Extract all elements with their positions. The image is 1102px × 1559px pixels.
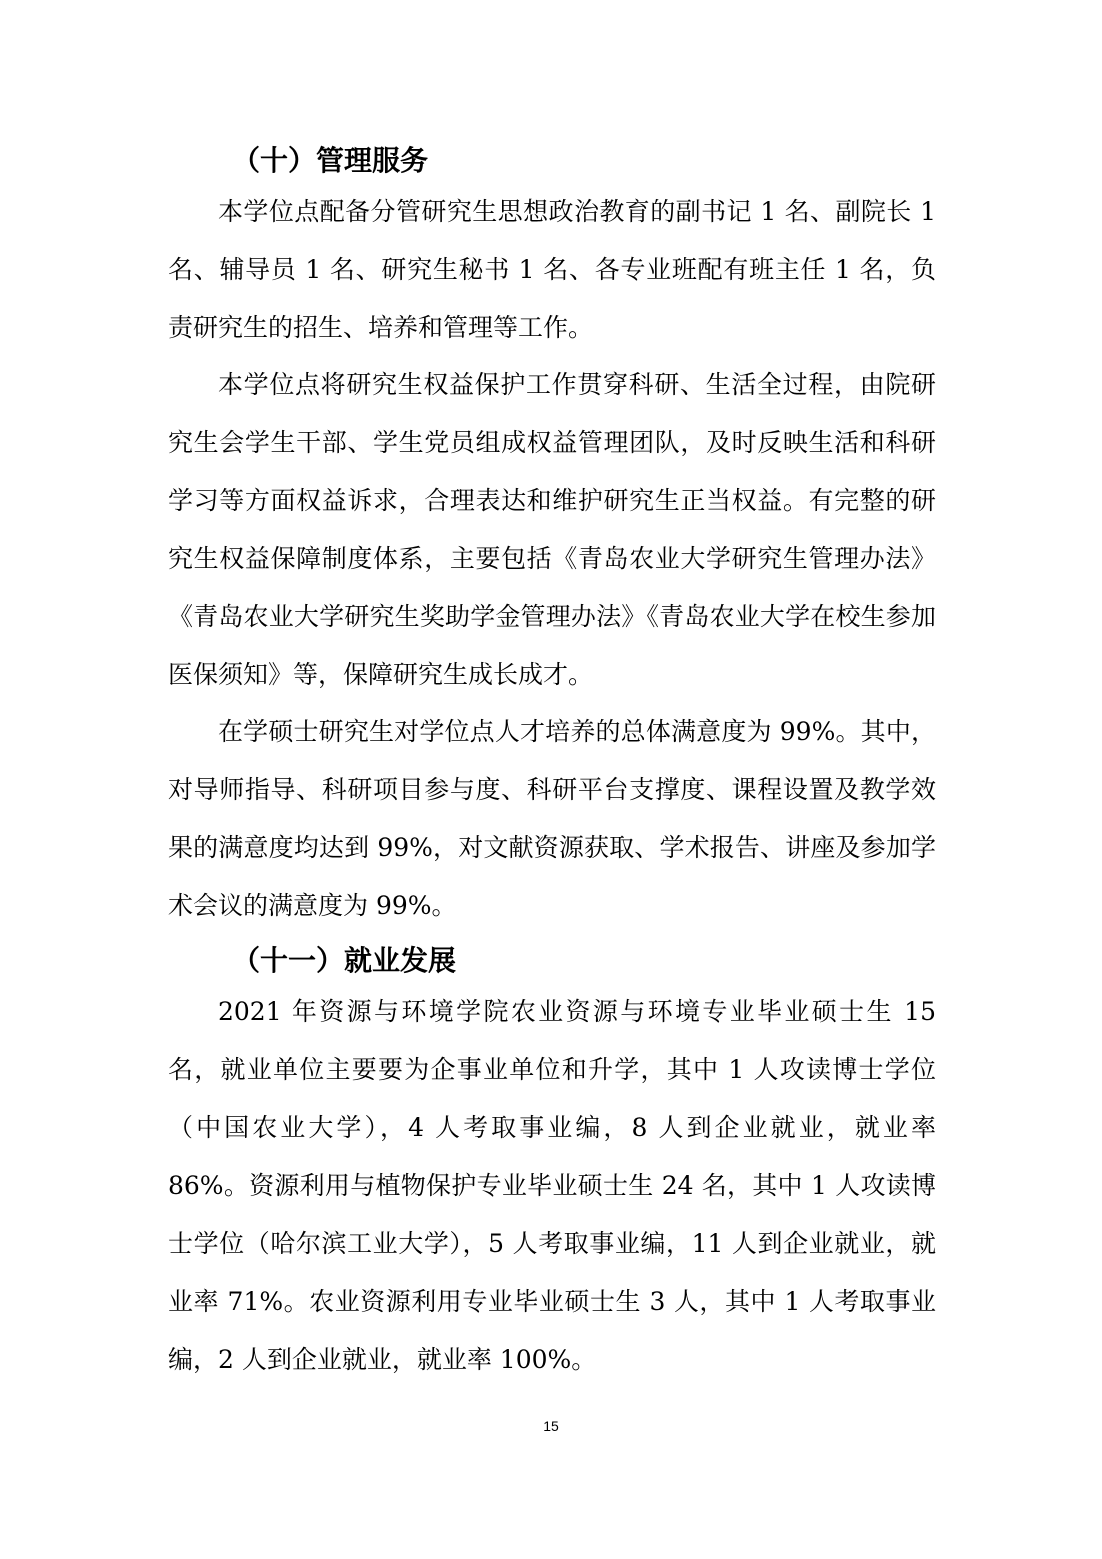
section-heading-employment-development: （十一）就业发展 — [232, 944, 457, 977]
section-heading-management-services: （十）管理服务 — [232, 144, 429, 177]
paragraph-employment: 2021 年资源与环境学院农业资源与环境专业毕业硕士生 15 名，就业单位主要要为企事业单位和升学，其中 1 人攻读博士学位（中国农业大学），4 人考取事业编，8 人到企业就业，就业率 86%。资源利用与植物保护专业毕业硕士生 24 名，其中 1 人攻读博士学位（哈尔滨工业大学），5 人考取事业编，11 人到企业就业，就业率 71%。农业资源利用专业毕业硕士生 3 人，其中 1 人考取事业编，2 人到企业就业，就业率 100%。 — [168, 997, 936, 1374]
paragraph-rights-protection: 本学位点将研究生权益保护工作贯穿科研、生活全过程，由院研究生会学生干部、学生党员组成权益管理团队，及时反映生活和科研学习等方面权益诉求，合理表达和维护研究生正当权益。有完整的研究生权益保障制度体系，主要包括《青岛农业大学研究生管理办法》《青岛农业大学研究生奖助学金管理办法》《青岛农业大学在校生参加医保须知》等，保障研究生成长成才。 — [168, 370, 936, 689]
paragraph-satisfaction: 在学硕士研究生对学位点人才培养的总体满意度为 99%。其中，对导师指导、科研项目参与度、科研平台支撑度、课程设置及教学效果的满意度均达到 99%，对文献资源获取、学术报告、讲座及参加学术会议的满意度为 99%。 — [168, 717, 936, 920]
paragraph-staffing: 本学位点配备分管研究生思想政治教育的副书记 1 名、副院长 1 名、辅导员 1 名、研究生秘书 1 名、各专业班配有班主任 1 名，负责研究生的招生、培养和管理等工作。 — [168, 197, 936, 342]
page-number: 15 — [543, 1418, 559, 1434]
